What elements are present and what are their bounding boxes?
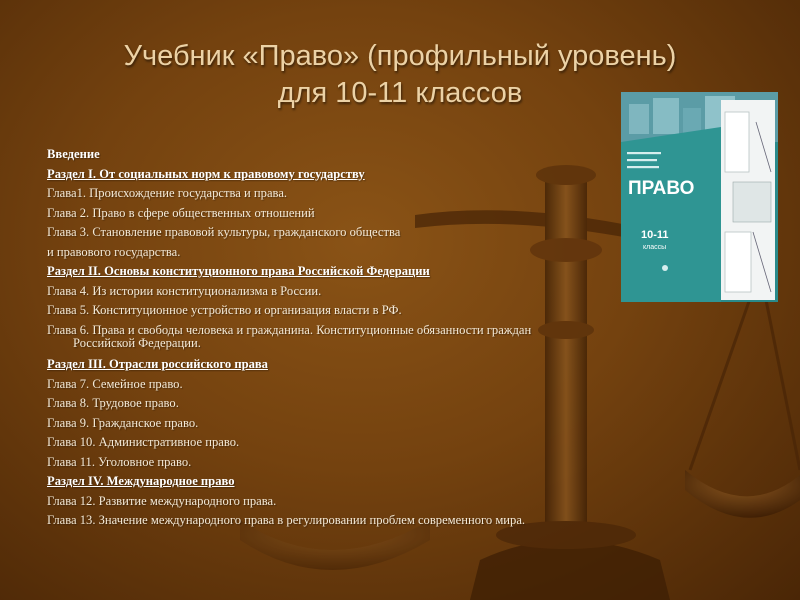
table-of-contents: [47, 145, 687, 531]
toc-chapter-8: Глава 8. Трудовое право.: [47, 396, 179, 410]
publisher-logo-icon: [662, 265, 668, 271]
title-line-1: Учебник «Право» (профильный уровень): [123, 40, 677, 72]
toc-chapter-1: Глава1. Происхождение государства и права.: [47, 186, 288, 200]
toc-chapter-3: Глава 3. Становление правовой культуры, гражданского общества: [47, 225, 401, 239]
toc-section-4: Раздел IV. Международное право: [47, 474, 235, 488]
book-grades: 10-11: [641, 229, 669, 241]
toc-section-2: Раздел II. Основы конституционного права Российской Федерации: [47, 264, 430, 278]
toc-chapter-12: Глава 12. Развитие международного права.: [47, 493, 277, 508]
toc-section-1: Раздел I. От социальных норм к правовому государству: [47, 166, 365, 181]
textbook-cover: [621, 92, 778, 302]
toc-chapter-9: Глава 9. Гражданское право.: [47, 415, 199, 430]
toc-chapter-7: Глава 7. Семейное право.: [47, 376, 183, 391]
toc-chapter-2: Глава 2. Право в сфере общественных отношений: [47, 205, 315, 220]
toc-chapter-13: Глава 13. Значение международного права в регулировании проблем современного мира.: [47, 513, 526, 527]
toc-chapter-3-continued: и правового государства.: [47, 244, 181, 259]
book-title: ПРАВО: [628, 178, 695, 199]
toc-chapter-6-continued: Российской Федерации.: [73, 336, 201, 350]
title-line-2: для 10-11 классов: [277, 77, 523, 109]
toc-chapter-6: Глава 6. Права и свободы человека и гражданина. Конституционные обязанности граждан: [47, 322, 532, 337]
toc-chapter-11: Глава 11. Уголовное право.: [47, 454, 192, 469]
book-grades-word: классы: [643, 244, 667, 251]
toc-section-3: Раздел III. Отрасли российского права: [47, 357, 268, 371]
toc-chapter-4: Глава 4. Из истории конституционализма в России.: [47, 283, 322, 298]
toc-chapter-10: Глава 10. Административное право.: [47, 435, 240, 449]
toc-chapter-5: Глава 5. Конституционное устройство и организация власти в РФ.: [47, 303, 402, 317]
toc-intro: Введение: [47, 147, 100, 161]
